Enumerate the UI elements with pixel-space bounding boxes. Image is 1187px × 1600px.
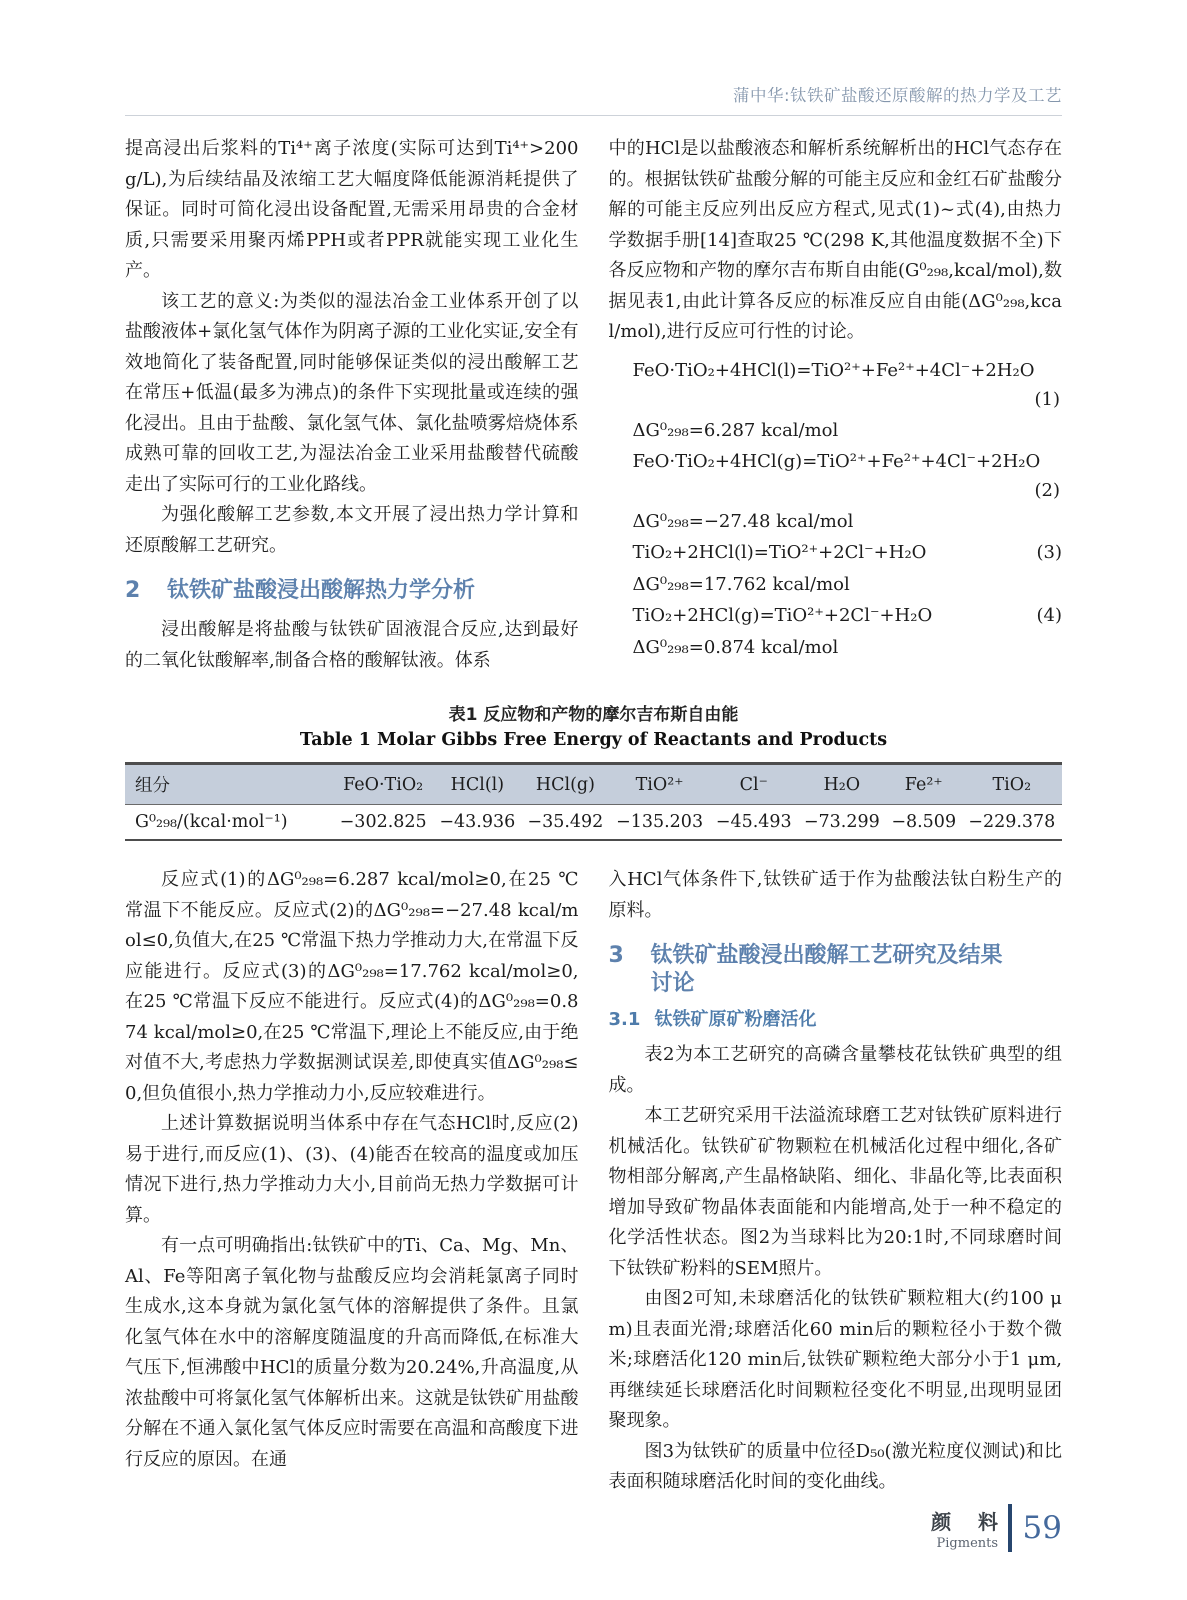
section-3-heading: [609, 942, 1063, 998]
journal-mark: [931, 1506, 1009, 1551]
footer-divider: [1008, 1504, 1012, 1552]
journal-name-en: Pigments: [936, 1535, 999, 1551]
section-number: 3: [608, 943, 624, 968]
paragraph: 本工艺研究采用干法溢流球磨工艺对钛铁矿原料进行机械活化。钛铁矿矿物颗粒在机械活化过程中细化,各矿物相部分解离,产生晶格缺陷、细化、非晶化等,比表面积增加导致矿物晶体表面能和内能增高,处于一种不稳定的化学活性状态。图2为当球料比为20:1时,不同球磨时间下钛铁矿粉料的SEM照片。: [608, 1105, 1062, 1279]
equation-3-row: [609, 538, 1063, 568]
column-header: Cl⁻: [710, 764, 798, 805]
lower-right-column: [609, 865, 1063, 1498]
running-head: 蒲中华:钛铁矿盐酸还原酸解的热力学及工艺: [125, 82, 1062, 116]
section-2-heading: [125, 577, 579, 605]
paragraph: 上述计算数据说明当体系中存在气态HCl时,反应(2)易于进行,而反应(1)、(3)、(4)能否在较高的温度或加压情况下进行,热力学推动力大小,目前尚无热力学数据可计算。: [125, 1113, 579, 1226]
table-cell: −35.492: [527, 812, 604, 832]
upper-right-column: [609, 134, 1063, 676]
table-cell: −8.509: [891, 812, 957, 832]
table-1: [125, 762, 1062, 841]
equation-2-number: (2): [1034, 479, 1060, 501]
row-label: G⁰₂₉₈/(kcal·mol⁻¹): [135, 812, 288, 832]
paragraph: 提高浸出后浆料的Ti⁴⁺离子浓度(实际可达到Ti⁴⁺>200 g/L),为后续结晶及浓缩工艺大幅度降低能源消耗提供了保证。同时可简化浸出设备配置,无需采用昂贵的合金材质,只需要采用聚丙烯PPH或者PPR就能实现工业化生产。: [125, 138, 579, 281]
column-header: 组分: [125, 764, 333, 805]
table-cell: −302.825: [339, 812, 427, 832]
paragraph: 入HCl气体条件下,钛铁矿适于作为盐酸法钛白粉生产的原料。: [608, 869, 1062, 921]
column-header: Fe²⁺: [886, 764, 962, 805]
table-1-caption-en: Table 1 Molar Gibbs Free Energy of Reactants and Products: [299, 730, 888, 750]
column-header: HCl(g): [521, 764, 609, 805]
subsection-title: 钛铁矿原矿粉磨活化: [654, 1009, 817, 1030]
equation-4-number: (4): [1036, 604, 1062, 626]
table-cell: −229.378: [968, 812, 1056, 832]
table-1-block: [125, 700, 1062, 841]
lower-columns: [125, 865, 1062, 1498]
equation-block: [609, 356, 1063, 664]
table-header-row: [125, 764, 1062, 805]
column-header: HCl(l): [433, 764, 521, 805]
equation-3-dg: ΔG⁰₂₉₈=17.762 kcal/mol: [632, 573, 850, 595]
paragraph: 图3为钛铁矿的质量中位径D₅₀(激光粒度仪测试)和比表面积随球磨活化时间的变化曲线。: [608, 1440, 1062, 1492]
journal-name-cn: 颜 料: [931, 1509, 1009, 1534]
section-title-line2: 讨论: [650, 971, 695, 996]
lower-left-column: [125, 865, 579, 1498]
page-footer: [931, 1504, 1062, 1552]
equation-4: TiO₂+2HCl(g)=TiO²⁺+2Cl⁻+H₂O: [632, 604, 933, 626]
column-header: FeO·TiO₂: [333, 764, 433, 805]
section-title: [651, 942, 1003, 998]
section-title-line1: 钛铁矿盐酸浸出酸解工艺研究及结果: [650, 943, 1003, 968]
table-cell: −135.203: [616, 812, 704, 832]
column-header: TiO²⁺: [609, 764, 709, 805]
equation-1-dg: ΔG⁰₂₉₈=6.287 kcal/mol: [632, 419, 839, 441]
column-header: TiO₂: [962, 764, 1062, 805]
page-number: 59: [1022, 1510, 1062, 1546]
paragraph: 由图2可知,未球磨活化的钛铁矿颗粒粗大(约100 μm)且表面光滑;球磨活化60 min后的颗粒径小于数个微米;球磨活化120 min后,钛铁矿颗粒绝大部分小于1 μm,再继续延长球磨活化时间颗粒径变化不明显,出现明显团聚现象。: [608, 1288, 1062, 1431]
table-row: [125, 805, 1062, 841]
equation-3: TiO₂+2HCl(l)=TiO²⁺+2Cl⁻+H₂O: [632, 541, 927, 563]
table-cell: −45.493: [715, 812, 792, 832]
equation-2-dg: ΔG⁰₂₉₈=−27.48 kcal/mol: [632, 510, 854, 532]
equation-3-number: (3): [1036, 541, 1062, 563]
section-3-1-heading: [609, 1008, 1063, 1032]
subsection-number: 3.1: [608, 1009, 641, 1030]
equation-1: FeO·TiO₂+4HCl(l)=TiO²⁺+Fe²⁺+4Cl⁻+2H₂O: [632, 359, 1035, 381]
paragraph: 浸出酸解是将盐酸与钛铁矿固液混合反应,达到最好的二氧化钛酸解率,制备合格的酸解钛液。体系: [125, 619, 579, 671]
upper-columns: [125, 134, 1062, 676]
table-cell: −43.936: [439, 812, 516, 832]
paragraph: 表2为本工艺研究的高磷含量攀枝花钛铁矿典型的组成。: [608, 1044, 1062, 1096]
paragraph: 中的HCl是以盐酸液态和解析系统解析出的HCl气态存在的。根据钛铁矿盐酸分解的可能主反应和金红石矿盐酸分解的可能主反应列出反应方程式,见式(1)~式(4),由热力学数据手册[14]查取25 ℃(298 K,其他温度数据不全)下各反应物和产物的摩尔吉布斯自由能(G⁰₂₉₈,kcal/mol),数据见表1,由此计算各反应的标准反应自由能(ΔG⁰₂₉₈,kcal/mol),进行反应可行性的讨论。: [608, 138, 1062, 342]
paragraph: 有一点可明确指出:钛铁矿中的Ti、Ca、Mg、Mn、Al、Fe等阳离子氧化物与盐酸反应均会消耗氯离子同时生成水,这本身就为氯化氢气体的溶解提供了条件。且氯化氢气体在水中的溶解度随温度的升高而降低,在标准大气压下,恒沸酸中HCl的质量分数为20.24%,升高温度,从浓盐酸中可将氯化氢气体解析出来。这就是钛铁矿用盐酸分解在不通入氯化氢气体反应时需要在高温和高酸度下进行反应的原因。在通: [125, 1235, 579, 1470]
paragraph: 该工艺的意义:为类似的湿法冶金工业体系开创了以盐酸液体+氯化氢气体作为阴离子源的工业化实证,安全有效地简化了装备配置,同时能够保证类似的浸出酸解工艺在常压+低温(最多为沸点)的条件下实现批量或连续的强化浸出。且由于盐酸、氯化氢气体、氯化盐喷雾焙烧体系成熟可靠的回收工艺,为湿法冶金工业采用盐酸替代硫酸走出了实际可行的工业化路线。: [125, 290, 579, 495]
equation-1-number: (1): [1034, 388, 1060, 410]
column-header: H₂O: [798, 764, 886, 805]
equation-4-dg: ΔG⁰₂₉₈=0.874 kcal/mol: [632, 636, 839, 658]
section-number: 2: [125, 578, 141, 603]
equation-4-row: [609, 601, 1063, 631]
paragraph: 反应式(1)的ΔG⁰₂₉₈=6.287 kcal/mol≥0,在25 ℃常温下不能反应。反应式(2)的ΔG⁰₂₉₈=−27.48 kcal/mol≤0,负值大,在25 ℃常温下热力学推动力大,在常温下反应能进行。反应式(3)的ΔG⁰₂₉₈=17.762 kcal/mol≥0,在25 ℃常温下反应不能进行。反应式(4)的ΔG⁰₂₉₈=0.874 kcal/mol≥0,在25 ℃常温下,理论上不能反应,由于绝对值不大,考虑热力学数据测试误差,即使真实值ΔG⁰₂₉₈≤0,但负值很小,热力学推动力小,反应较难进行。: [125, 869, 579, 1104]
table-cell: −73.299: [803, 812, 880, 832]
section-title: 钛铁矿盐酸浸出酸解热力学分析: [167, 578, 476, 603]
equation-2: FeO·TiO₂+4HCl(g)=TiO²⁺+Fe²⁺+4Cl⁻+2H₂O: [632, 450, 1041, 472]
upper-left-column: [125, 134, 579, 676]
paragraph: 为强化酸解工艺参数,本文开展了浸出热力学计算和还原酸解工艺研究。: [125, 504, 579, 556]
table-1-caption-cn: 表1 反应物和产物的摩尔吉布斯自由能: [448, 705, 739, 725]
